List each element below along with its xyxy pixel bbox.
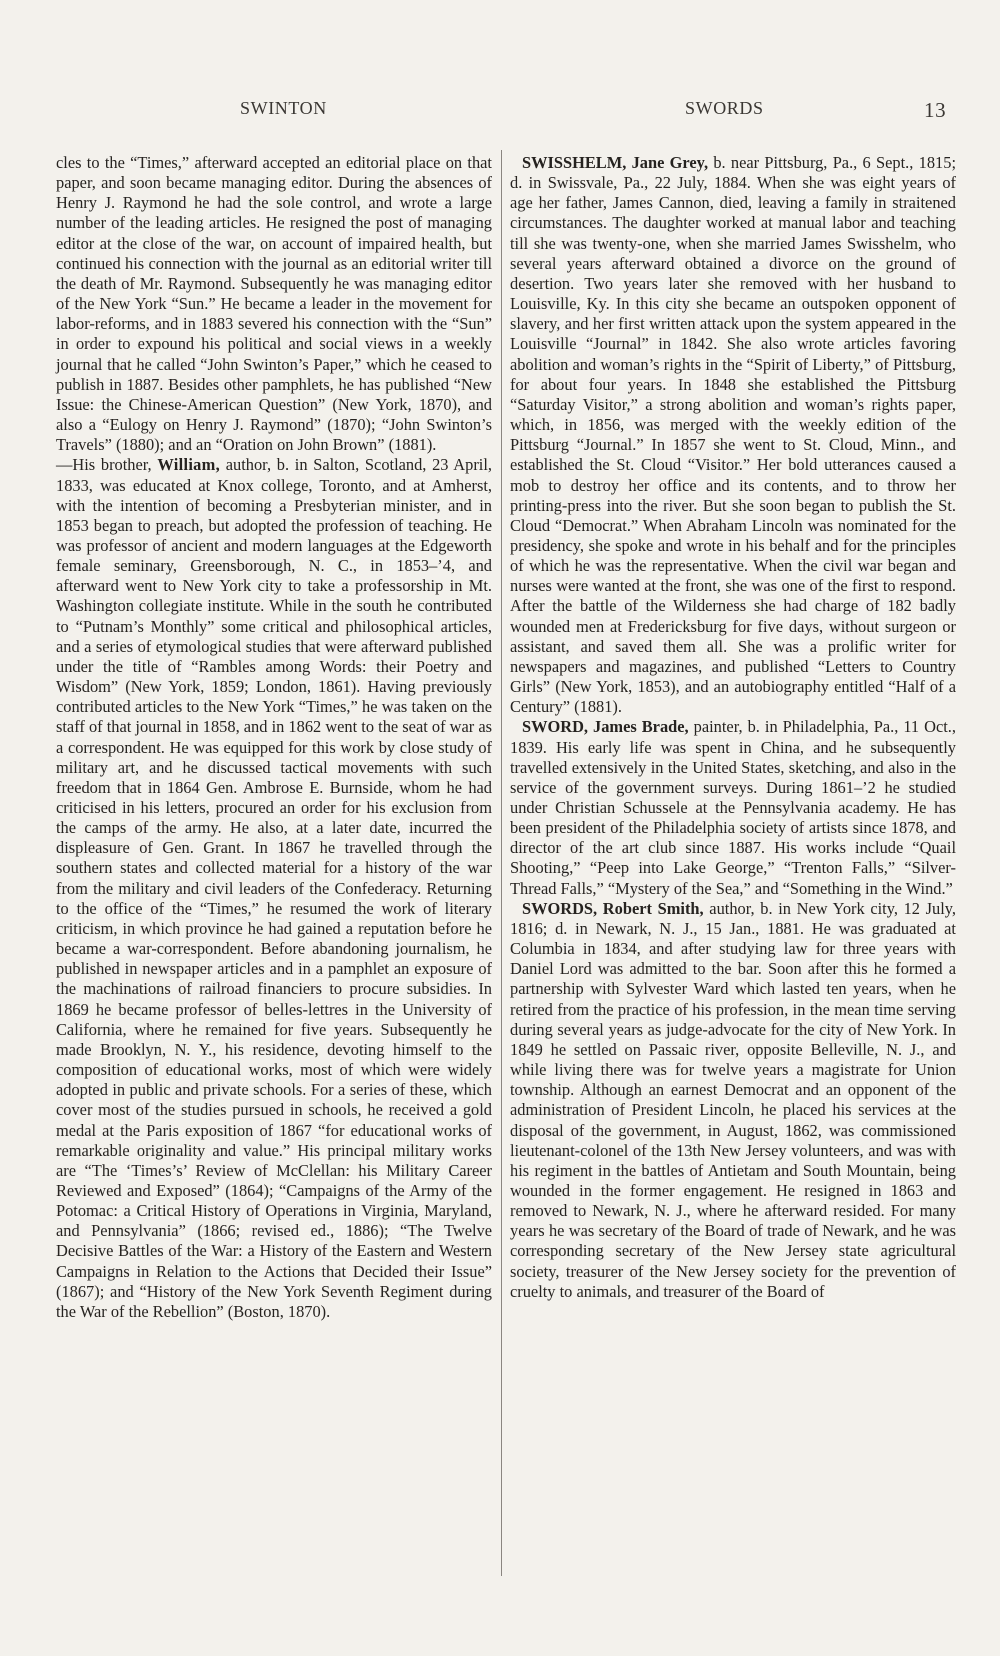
running-head bbox=[0, 98, 1000, 128]
right-column bbox=[510, 153, 956, 1302]
entry-body: author, b. in New York city, 12 July, 1816; d. in Newark, N. J., 15 Jan., 1881. He was graduated at Columbia in 1834, and after studying law for three years with Daniel Lord was admitted to the bar. Soon after this he formed a partnership with Sylvester Ward which lasted ten years, when he retired from the practice of his profession, in the mean time serving during several years as judge-advocate for the city of New York. In 1849 he settled on Passaic river, opposite Belleville, N. J., and while living there was for twelve years a magistrate for Union township. Although an earnest Democrat and an opponent of the administration of President Lincoln, he placed his services at the disposal of the government, in August, 1862, was commissioned lieutenant-colonel of the 13th New Jersey volunteers, and was with his regiment in the battles of Antietam and South Mountain, being wounded in the former engagement. He resigned in 1863 and removed to Newark, N. J., where he afterward resided. For many years he was secretary of the Board of trade of Newark, and he was corresponding secretary of the New Jersey state agricultural society, treasurer of the New Jersey society for the prevention of cruelty to animals, and treasurer of the Board of bbox=[510, 898, 957, 1301]
entry-sword bbox=[510, 717, 956, 898]
running-head-right: SWORDS bbox=[685, 98, 764, 118]
left-column bbox=[56, 153, 492, 1322]
brother-prefix: —His brother, bbox=[56, 455, 152, 475]
page-number: 13 bbox=[924, 98, 947, 122]
headword-swords: SWORDS, Robert Smith, bbox=[522, 898, 704, 918]
entry-body: b. near Pittsburg, Pa., 6 Sept., 1815; d. in Swissvale, Pa., 22 July, 1884. When she was eight years of age her father, James Cannon, died, leaving a family in straitened circumstances. The daughter worked at manual labor and teaching till she was twenty-one, when she married James Swisshelm, who several years afterward obtained a divorce on the ground of desertion. Two years later she removed with her husband to Louisville, Ky. In this city she became an outspoken opponent of slavery, and her first written attack upon the system appeared in the Louisville “Journal” in 1842. She also wrote articles favoring abolition and woman’s rights in the “Spirit of Liberty,” of Pittsburg, for about four years. In 1848 she established the Pittsburg “Saturday Visitor,” a strong abolition and woman’s rights paper, which, in 1856, was merged with the weekly edition of the Pittsburg “Journal.” In 1857 she went to St. Cloud, Minn., and established the St. Cloud “Visitor.” Her bold utterances caused a mob to destroy her office and its contents, and to throw her printing-press into the river. But she soon began to publish the St. Cloud “Democrat.” When Abraham Lincoln was nominated for the presidency, she spoke and wrote in his behalf and for the principles of which he was the representative. When the civil war began and nurses were wanted at the front, she was one of the first to respond. After the battle of the Wilderness she had charge of 182 badly wounded men at Fredericksburg for five days, without surgeon or assistant, and saved them all. She was a prolific writer for newspapers and magazines, and published “Letters to Country Girls” (New York, 1853), and an autobiography entitled “Half of a Century” (1881). bbox=[510, 153, 956, 717]
headword-william: William, bbox=[157, 455, 221, 475]
column-divider bbox=[501, 150, 502, 1576]
headword-swisshelm: SWISSHELM, Jane Grey, bbox=[522, 153, 709, 172]
left-paragraph-william bbox=[56, 455, 492, 1322]
william-body: author, b. in Salton, Scotland, 23 April, 1833, was educated at Knox college, Toronto, and at Amherst, with the intention of becoming a Presbyterian minister, and in 1853 began to preach, but adopted the profession of teaching. He was professor of ancient and modern languages at the Edgeworth female seminary, Greensborough, N. C., in 1853–’4, and afterward went to New York city to take a professorship in Mt. Washington collegiate institute. While in the south he contributed to “Putnam’s Monthly” some critical and philosophical articles, and a series of etymological studies that were afterward published under the title of “Rambles among Words: their Poetry and Wisdom” (New York, 1859; London, 1861). Having previously contributed articles to the New York “Times,” he was taken on the staff of that journal in 1858, and in 1862 went to the seat of war as a correspondent. He was equipped for this work by close study of military art, and he discussed tactical movements with such freedom that in 1864 Gen. Ambrose E. Burnside, whom he had criticised in his letters, procured an order for his exclusion from the camps of the army. He also, at a later date, incurred the displeasure of Gen. Grant. In 1867 he travelled through the southern states and collected material for a history of the war from the military and civil leaders of the Confederacy. Returning to the office of the “Times,” he resumed the work of literary criticism, in which province he had gained a reputation before he became a war-correspondent. Before abandoning journalism, he published in newspaper articles and in a pamphlet an exposure of the machinations of railroad financiers to procure subsidies. In 1869 he became professor of belles-lettres in the University of California, where he remained for five years. Subsequently he made Brooklyn, N. Y., his residence, devoting himself to the composition of educational works, most of which were widely adopted in public and private schools. For a series of these, which cover most of the studies pursued in schools, he received a gold medal at the Paris exposition of 1867 “for educational works of remarkable originality and value.” His principal military works are “The ‘Times’s’ Review of McClellan: his Military Career Reviewed and Exposed” (1864); “Campaigns of the Army of the Potomac: a Critical History of Operations in Virginia, Maryland, and Pennsylvania” (1866; revised ed., 1886); “The Twelve Decisive Battles of the War: a History of the Eastern and Western Campaigns in Relation to the Actions that Decided their Issue” (1867); and “History of the New York Seventh Regiment during the War of the Rebellion” (Boston, 1870). bbox=[56, 455, 492, 1321]
running-head-left: SWINTON bbox=[240, 98, 327, 118]
headword-sword: SWORD, James Brade, bbox=[522, 717, 689, 737]
entry-swords bbox=[510, 899, 956, 1302]
left-paragraph-continuation: cles to the “Times,” afterward accepted an editorial place on that paper, and soon became managing editor. During the absences of Henry J. Raymond he had the sole control, and wrote a large number of the leading articles. He resigned the post of managing editor at the close of the war, on account of impaired health, but continued his connection with the journal as an editorial writer till the death of Mr. Raymond. Subsequently he was managing editor of the New York “Sun.” He became a leader in the movement for labor-reforms, and in 1883 severed his connection with the “Sun” in order to expound his political and social views in a weekly journal that he called “John Swinton’s Paper,” which he ceased to publish in 1887. Besides other pamphlets, he has published “New Issue: the Chinese-American Question” (New York, 1870), and also a “Eulogy on Henry J. Raymond” (1870); “John Swinton’s Travels” (1880); and an “Oration on John Brown” (1881). bbox=[56, 153, 492, 455]
entry-body: painter, b. in Philadelphia, Pa., 11 Oct., 1839. His early life was spent in China, and he subsequently travelled extensively in the United States, sketching, and also in the service of the government surveys. During 1861–’2 he studied under Christian Schussele at the Pennsylvania academy. He has been president of the Philadelphia society of artists since 1878, and director of the art club since 1887. His works include “Quail Shooting,” “Peep into Lake George,” “Trenton Falls,” “Silver-Thread Falls,” “Mystery of the Sea,” and “Something in the Wind.” bbox=[510, 717, 956, 898]
entry-swisshelm bbox=[510, 153, 956, 717]
